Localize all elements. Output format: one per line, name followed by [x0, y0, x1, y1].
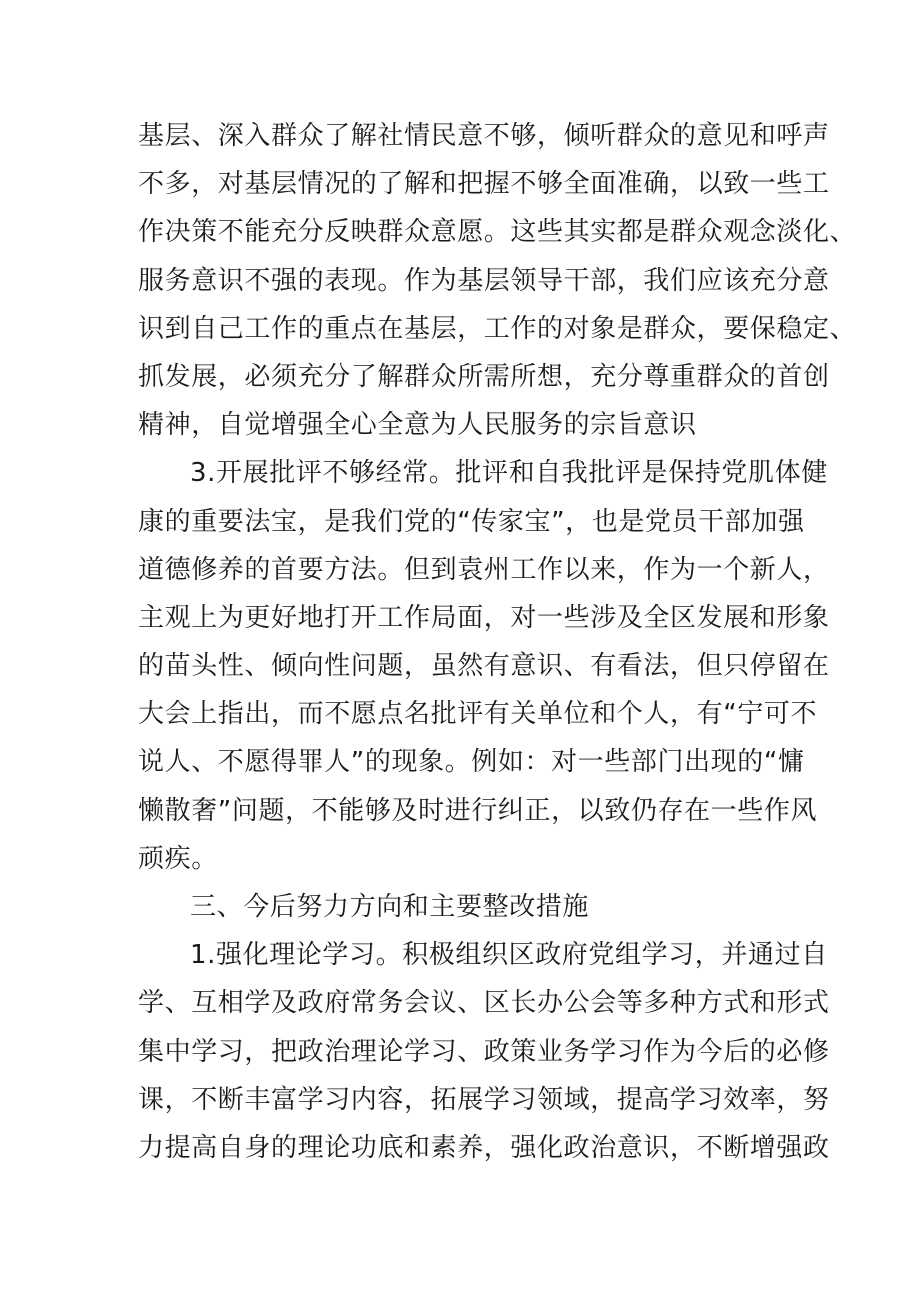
paragraph-start-line: 3.开展批评不够经常。批评和自我批评是保持党肌体健	[190, 458, 828, 489]
text-line: 大会上指出，而不愿点名批评有关单位和个人，有“宁可不	[138, 699, 818, 730]
paragraph-start-line: 1.强化理论学习。积极组织区政府党组学习，并通过自	[190, 940, 828, 971]
text-line: 集中学习，把政治理论学习、政策业务学习作为今后的必修	[138, 1036, 830, 1067]
section-heading: 三、今后努力方向和主要整改措施	[190, 892, 590, 922]
text-line: 课，不断丰富学习内容，拓展学习领域，提高学习效率，努	[138, 1084, 830, 1115]
text-line: 道德修养的首要方法。但到袁州工作以来，作为一个新人，	[138, 554, 830, 585]
text-line: 的苗头性、倾向性问题，虽然有意识、有看法，但只停留在	[138, 651, 830, 682]
document-body	[138, 112, 857, 1172]
text-line: 康的重要法宝，是我们党的“传家宝”，也是党员干部加强	[138, 506, 805, 537]
text-line: 顽疾。	[138, 843, 218, 874]
text-line: 精神，自觉增强全心全意为人民服务的宗旨意识	[138, 410, 697, 441]
text-line: 基层、深入群众了解社情民意不够，倾听群众的意见和呼声	[138, 121, 830, 151]
text-line: 识到自己工作的重点在基层，工作的对象是群众，要保稳定、	[138, 313, 857, 344]
text-line: 不多，对基层情况的了解和把握不够全面准确，以致一些工	[138, 169, 830, 200]
text-line: 说人、不愿得罪人”的现象。例如：对一些部门出现的“慵	[138, 747, 805, 778]
text-line: 抓发展，必须充分了解群众所需所想，充分尊重群众的首创	[138, 361, 830, 392]
text-line: 服务意识不强的表现。作为基层领导干部，我们应该充分意	[138, 265, 830, 296]
text-line: 懒散奢”问题，不能够及时进行纠正，以致仍存在一些作风	[138, 795, 818, 826]
text-line: 主观上为更好地打开工作局面，对一些涉及全区发展和形象	[138, 602, 830, 633]
text-line: 力提高自身的理论功底和素养，强化政治意识，不断增强政	[138, 1132, 830, 1163]
text-line: 学、互相学及政府常务会议、区长办公会等多种方式和形式	[138, 988, 830, 1019]
text-line: 作决策不能充分反映群众意愿。这些其实都是群众观念淡化、	[138, 217, 857, 248]
